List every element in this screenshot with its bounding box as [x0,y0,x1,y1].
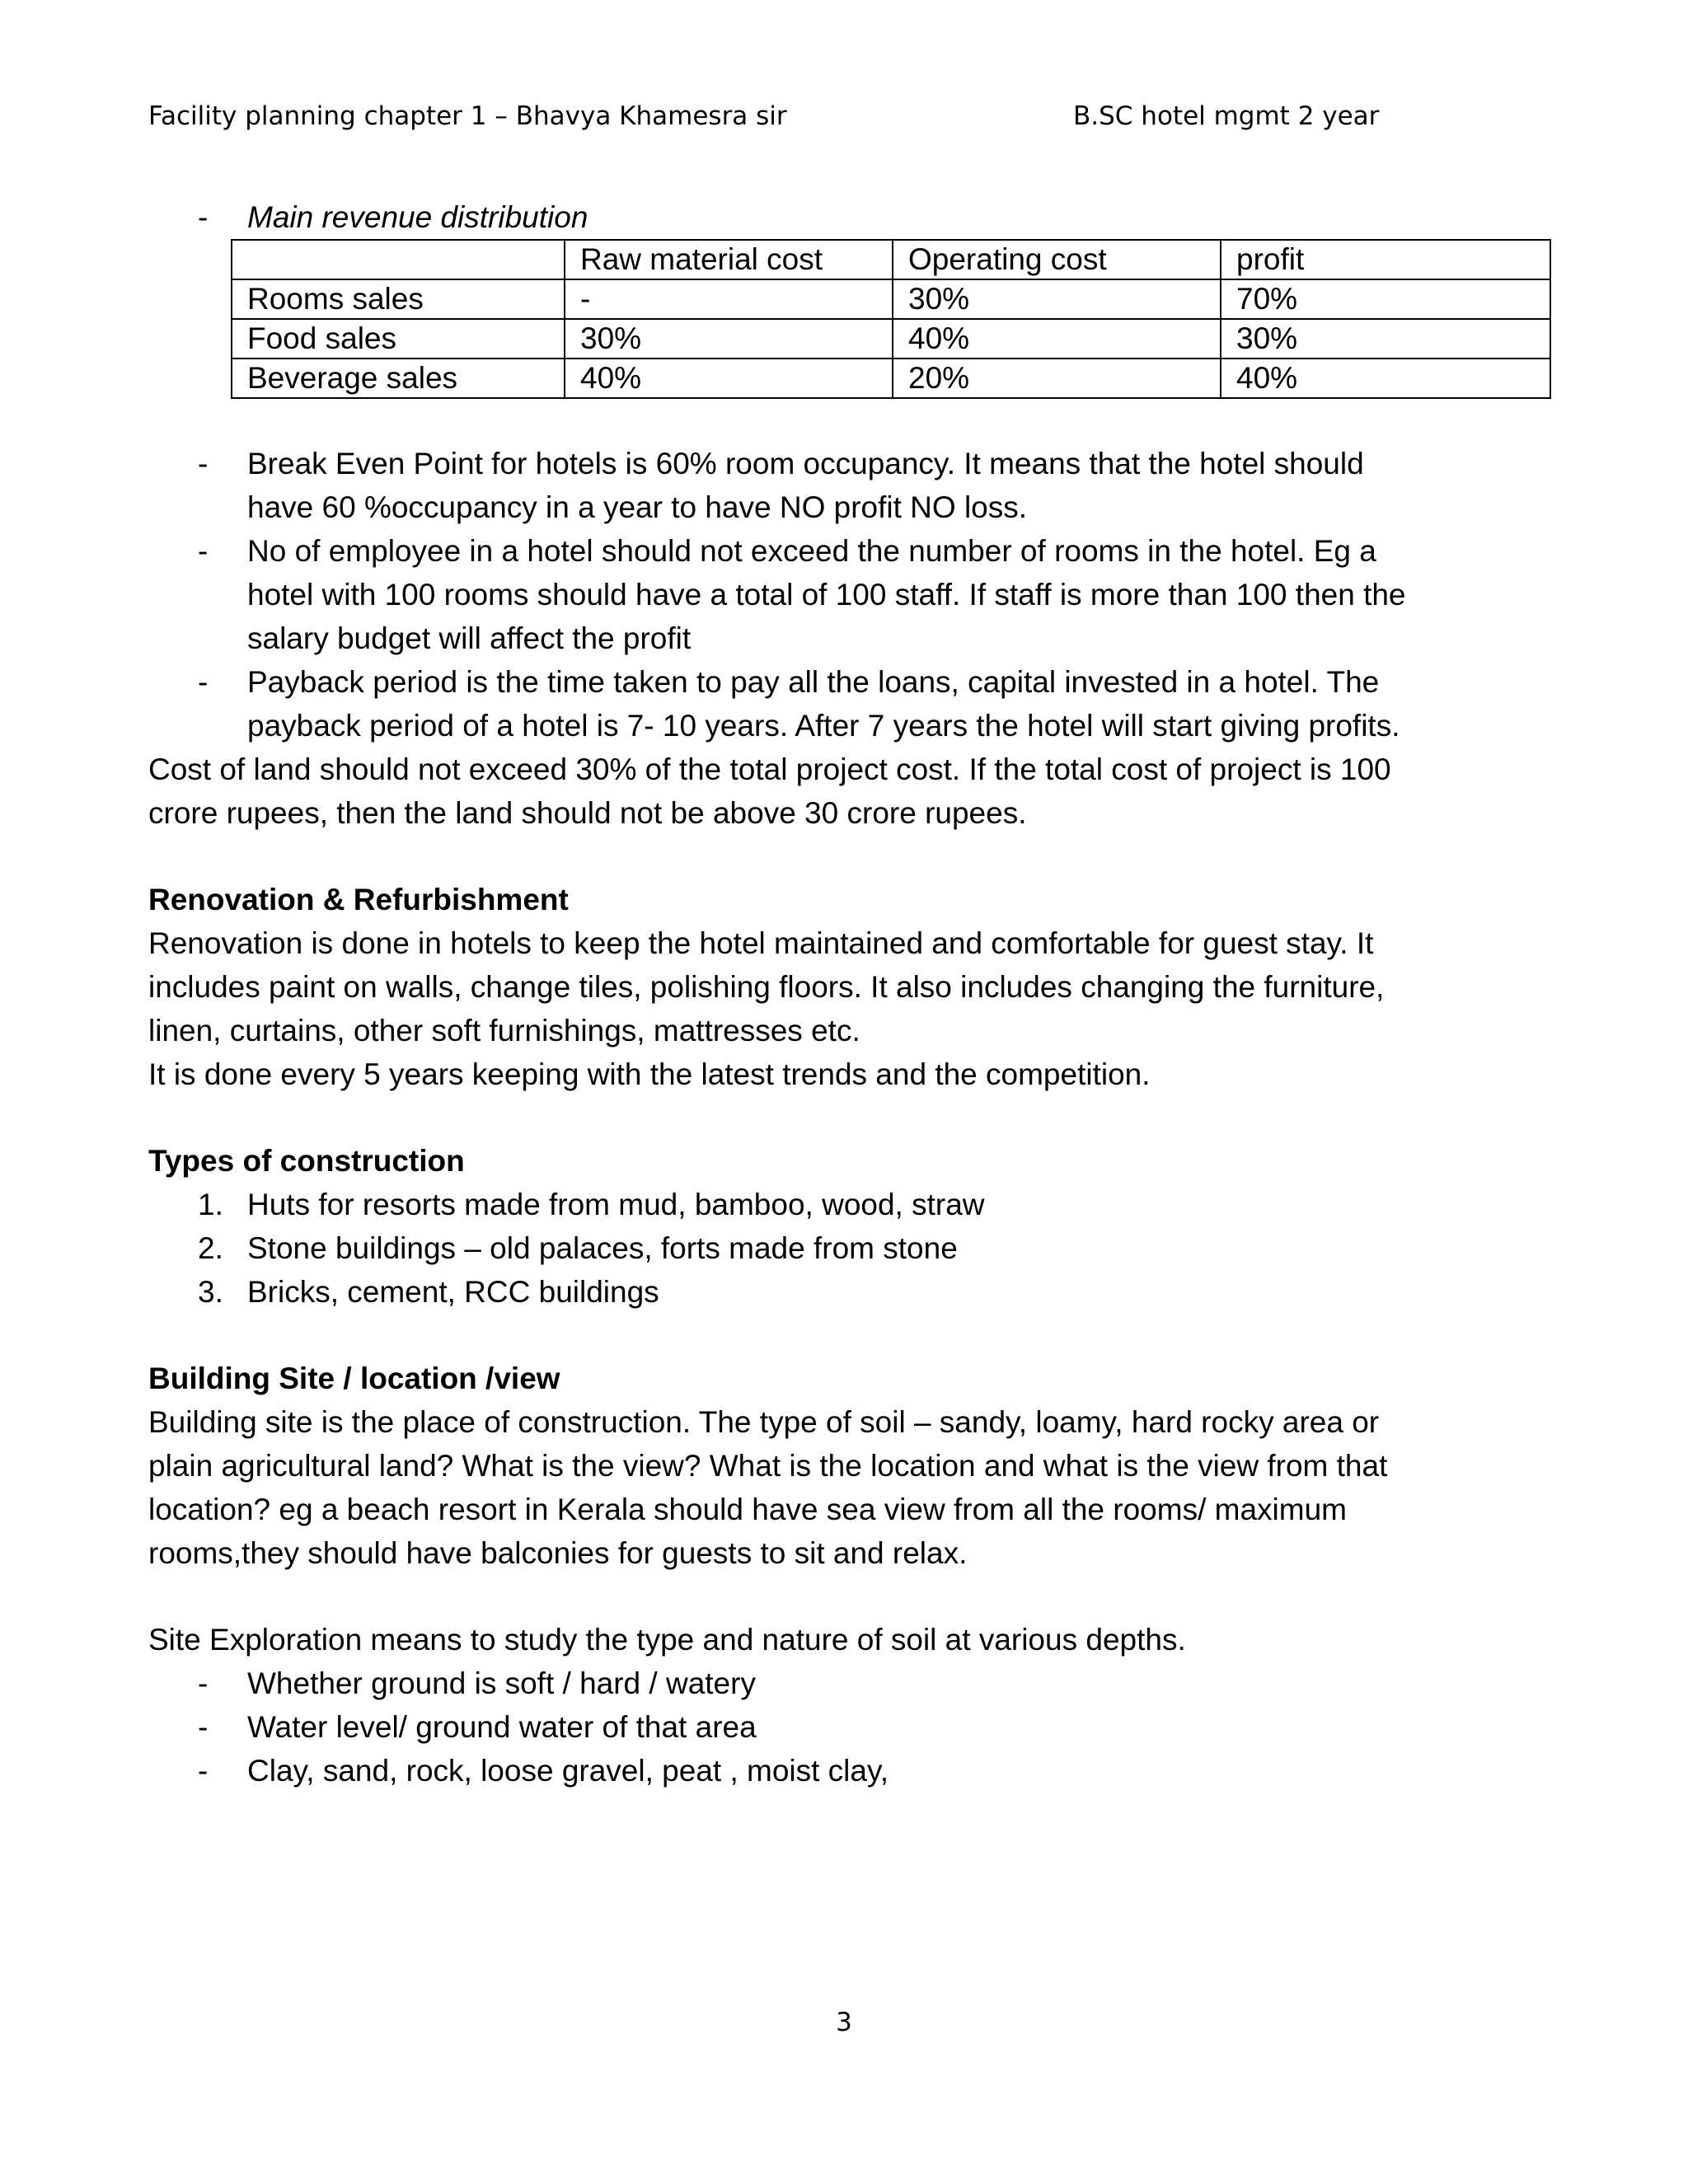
revenue-distribution-table [231,239,1551,399]
table-cell: - [565,279,893,319]
building-site-paragraph [148,1400,1550,1575]
line: Break Even Point for hotels is 60% room occupancy. It means that the hotel should [247,447,1364,480]
line: payback period of a hotel is 7- 10 years. After 7 years the hotel will start giving profits. [247,709,1400,743]
bullet-marker: - [198,534,209,568]
line: Renovation is done in hotels to keep the hotel maintained and comfortable for guest stay. It [148,926,1374,960]
page-number: 3 [836,2008,852,2037]
line: No of employee in a hotel should not exceed the number of rooms in the hotel. Eg a [247,534,1376,568]
header-left-text: Facility planning chapter 1 – Bhavya Khamesra sir [148,101,787,131]
site-exploration-intro: Site Exploration means to study the type and nature of soil at various depths. [148,1623,1186,1657]
table-header-cell: Operating cost [893,240,1221,279]
table-cell: Beverage sales [232,359,565,398]
list-item-text: Bricks, cement, RCC buildings [247,1275,659,1309]
table-cell: 40% [893,319,1221,359]
land-cost-paragraph [148,748,1550,835]
table-cell: 30% [893,279,1221,319]
list-number: 2. [198,1231,223,1265]
table-header-cell: Raw material cost [565,240,893,279]
bullet-marker: - [198,665,209,699]
line: It is done every 5 years keeping with the latest trends and the competition. [148,1057,1151,1091]
header-right-text: B.SC hotel mgmt 2 year [1073,101,1380,131]
line: hotel with 100 rooms should have a total of 100 staff. If staff is more than 100 then the [247,578,1406,612]
table-cell: 20% [893,359,1221,398]
table-header-cell: profit [1221,240,1550,279]
construction-list [148,1183,1550,1314]
bullet-marker: - [198,447,209,480]
line: includes paint on walls, change tiles, polishing floors. It also includes changing the furniture, [148,970,1385,1004]
line: plain agricultural land? What is the view? What is the location and what is the view from that [148,1449,1388,1483]
bullet-marker: - [198,1710,209,1744]
table-cell: Rooms sales [232,279,565,319]
list-item [148,1661,1550,1705]
line: salary budget will affect the profit [247,621,692,655]
exploration-list [148,1661,1550,1793]
bullet-marker: - [198,200,209,234]
list-item-break-even [148,442,1550,529]
list-item-text: Water level/ ground water of that area [247,1710,757,1744]
table-header-cell [232,240,565,279]
section-heading-renovation: Renovation & Refurbishment [148,883,569,916]
bullet-marker: - [198,1666,209,1700]
line: Building site is the place of construction. The type of soil – sandy, loamy, hard rocky area or [148,1405,1380,1439]
list-item [148,1705,1550,1749]
table-cell: 40% [1221,359,1550,398]
list-item-text: Whether ground is soft / hard / watery [247,1666,756,1700]
list-item [148,1270,1550,1314]
revenue-title-item [148,195,1550,239]
list-item-payback [148,660,1550,748]
line: location? eg a beach resort in Kerala should have sea view from all the rooms/ maximum [148,1493,1347,1526]
table-cell: 40% [565,359,893,398]
list-number: 3. [198,1275,223,1309]
line: Cost of land should not exceed 30% of the total project cost. If the total cost of project is 100 [148,752,1391,786]
line: Payback period is the time taken to pay all the loans, capital invested in a hotel. The [247,665,1380,699]
line: crore rupees, then the land should not be above 30 crore rupees. [148,796,1027,830]
page-content [148,195,1550,1793]
table-cell: 30% [565,319,893,359]
bullet-marker: - [198,1754,209,1788]
table-header-row [232,240,1550,279]
list-item-text: Stone buildings – old palaces, forts made from stone [247,1231,958,1265]
section-heading-building-site: Building Site / location /view [148,1361,560,1395]
table-cell: 70% [1221,279,1550,319]
line: linen, curtains, other soft furnishings, mattresses etc. [148,1014,860,1047]
list-item [148,1749,1550,1793]
list-item-text: Huts for resorts made from mud, bamboo, wood, straw [247,1188,985,1221]
table-row [232,319,1550,359]
section-heading-construction: Types of construction [148,1144,465,1178]
revenue-table-title: Main revenue distribution [247,200,588,234]
list-number: 1. [198,1188,223,1221]
line: rooms,they should have balconies for guests to sit and relax. [148,1536,968,1570]
list-item-employees [148,529,1550,660]
table-cell: 30% [1221,319,1550,359]
list-item [148,1226,1550,1270]
list-item [148,1183,1550,1226]
table-row [232,359,1550,398]
table-row [232,279,1550,319]
line: have 60 %occupancy in a year to have NO profit NO loss. [247,490,1028,524]
page-header [148,96,1540,136]
list-item-text: Clay, sand, rock, loose gravel, peat , moist clay, [247,1754,889,1788]
renovation-paragraph [148,921,1550,1096]
table-cell: Food sales [232,319,565,359]
